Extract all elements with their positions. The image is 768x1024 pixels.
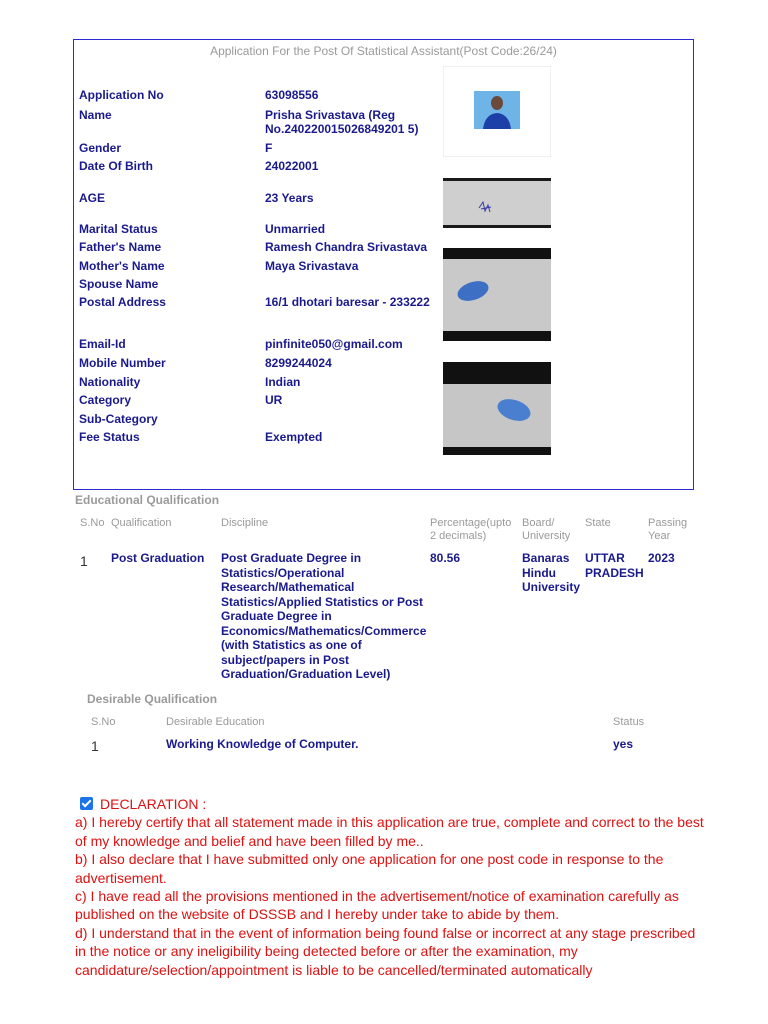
postal-address-value: 16/1 dhotari baresar - 233222	[265, 295, 430, 309]
edu-header-qualification: Qualification	[111, 517, 172, 529]
fee-status-label: Fee Status	[79, 430, 140, 444]
age-value: 23 Years	[265, 191, 314, 205]
age-label: AGE	[79, 191, 106, 205]
dob-label: Date Of Birth	[79, 159, 154, 173]
mobile-label: Mobile Number	[79, 356, 166, 370]
des-header-sno: S.No	[91, 716, 116, 728]
edu-row-qualification: Post Graduation	[111, 551, 205, 565]
fee-status-value: Exempted	[265, 430, 323, 444]
mother-name-value: Maya Srivastava	[265, 259, 359, 273]
mobile-value: 8299244024	[265, 356, 332, 370]
email-value: pinfinite050@gmail.com	[265, 337, 403, 351]
edu-row-percentage: 80.56	[430, 551, 461, 565]
form-title: Application For the Post Of Statistical Assistant(Post Code:26/24)	[210, 44, 557, 58]
edu-row-state: UTTAR PRADESH	[585, 551, 644, 580]
edu-row-discipline: Post Graduate Degree in Statistics/Operational Research/Mathematical Statistics/Applied Statistics or Post Graduate Degree in Economics/Mathematics/Commerce (with Statistics as one of subject/papers in Post Graduation/Graduation Level)	[221, 551, 427, 681]
edu-row-sno: 1	[80, 553, 88, 569]
edu-header-discipline: Discipline	[221, 517, 269, 529]
edu-header-percentage: Percentage(upto 2 decimals)	[430, 517, 512, 542]
declaration-clause-d: d) I understand that in the event of information being found false or incorrect at any stage prescribed in the notice or any ineligibility being detected before or after the examination, my candidature/selection/appointment is liable to be cancelled/terminated automatically	[75, 924, 696, 978]
right-thumb-impression	[443, 362, 551, 455]
declaration-checkbox[interactable]	[80, 797, 93, 810]
dob-value: 24022001	[265, 159, 319, 173]
gender-label: Gender	[79, 141, 122, 155]
application-no-value: 63098556	[265, 88, 319, 102]
des-header-education: Desirable Education	[166, 716, 265, 728]
category-label: Category	[79, 393, 132, 407]
email-label: Email-Id	[79, 337, 126, 351]
edu-header-sno: S.No	[80, 517, 105, 529]
marital-status-value: Unmarried	[265, 222, 326, 236]
edu-header-board: Board/ University	[522, 517, 571, 542]
edu-row-board: Banaras Hindu University	[522, 551, 581, 594]
application-details-box	[73, 39, 694, 490]
gender-value: F	[265, 141, 273, 155]
edu-row-year: 2023	[648, 551, 675, 565]
subcategory-label: Sub-Category	[79, 412, 158, 426]
application-no-label: Application No	[79, 88, 164, 102]
desirable-qualification-title: Desirable Qualification	[87, 692, 218, 706]
edu-header-year: Passing Year	[648, 517, 688, 542]
name-label: Name	[79, 108, 112, 122]
marital-status-label: Marital Status	[79, 222, 158, 236]
name-value: Prisha Srivastava (Reg No.240220015026849201 5)	[265, 108, 419, 136]
declaration-clause-c: c) I have read all the provisions mentioned in the advertisement/notice of examination carefully as published on the website of DSSSB and I hereby under take to abide by them.	[75, 888, 679, 923]
nationality-value: Indian	[265, 375, 301, 389]
category-value: UR	[265, 393, 283, 407]
nationality-label: Nationality	[79, 375, 141, 389]
des-row-status: yes	[613, 737, 634, 751]
applicant-photo	[443, 66, 551, 157]
declaration-title: DECLARATION :	[100, 796, 207, 812]
applicant-signature	[443, 178, 551, 228]
declaration-heading	[75, 795, 705, 813]
des-header-status: Status	[613, 716, 645, 728]
edu-header-state: State	[585, 517, 611, 529]
des-row-sno: 1	[91, 738, 99, 754]
father-name-label: Father's Name	[79, 240, 162, 254]
educational-qualification-title: Educational Qualification	[75, 493, 220, 507]
father-name-value: Ramesh Chandra Srivastava	[265, 240, 428, 254]
declaration-clause-a: a) I hereby certify that all statement made in this application are true, complete and correct to the best of my knowledge and belief and have been filled by me..	[75, 814, 704, 849]
left-thumb-impression	[443, 248, 551, 341]
des-row-education: Working Knowledge of Computer.	[166, 737, 359, 751]
declaration-section	[75, 795, 705, 979]
mother-name-label: Mother's Name	[79, 259, 165, 273]
spouse-name-label: Spouse Name	[79, 277, 159, 291]
declaration-clause-b: b) I also declare that I have submitted only one application for one post code in response to the advertisement.	[75, 851, 664, 886]
postal-address-label: Postal Address	[79, 295, 166, 309]
